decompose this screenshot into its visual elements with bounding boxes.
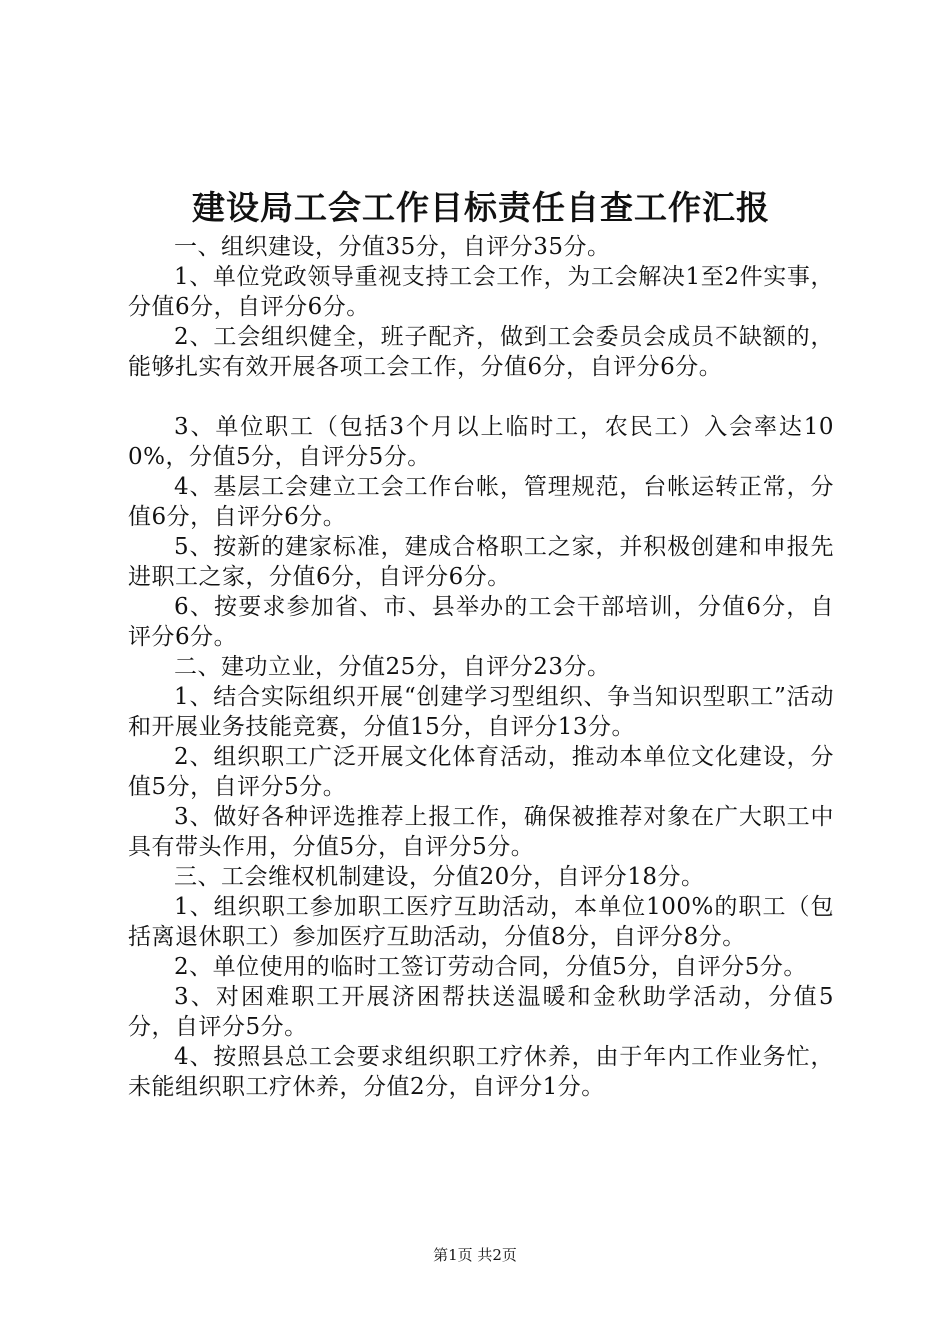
blank-line bbox=[128, 382, 834, 412]
document-title: 建设局工会工作目标责任自查工作汇报 bbox=[192, 188, 770, 227]
section-heading-3: 三、工会维权机制建设，分值20分，自评分18分。 bbox=[174, 864, 705, 890]
paragraph: 1、结合实际组织开展“创建学习型组织、争当知识型职工”活动和开展业务技能竞赛，分值15分，自评分13分。 bbox=[128, 684, 834, 740]
paragraph: 4、基层工会建立工会工作台帐，管理规范，台帐运转正常，分值6分，自评分6分。 bbox=[128, 474, 834, 530]
page-footer: 第1页 共2页 bbox=[433, 1246, 517, 1264]
paragraph: 3、做好各种评选推荐上报工作，确保被推荐对象在广大职工中具有带头作用，分值5分，自评分5分。 bbox=[128, 804, 834, 860]
section-heading-2: 二、建功立业，分值25分，自评分23分。 bbox=[174, 654, 611, 680]
paragraph: 4、按照县总工会要求组织职工疗休养，由于年内工作业务忙，未能组织职工疗休养，分值2分，自评分1分。 bbox=[128, 1044, 834, 1100]
paragraph: 1、组织职工参加职工医疗互助活动，本单位100%的职工（包括离退休职工）参加医疗互助活动，分值8分，自评分8分。 bbox=[128, 894, 834, 950]
section-heading-1: 一、组织建设，分值35分，自评分35分。 bbox=[174, 234, 611, 260]
paragraph: 1、单位党政领导重视支持工会工作，为工会解决1至2件实事，分值6分，自评分6分。 bbox=[128, 264, 834, 320]
paragraph: 2、工会组织健全，班子配齐，做到工会委员会成员不缺额的，能够扎实有效开展各项工会工作，分值6分，自评分6分。 bbox=[128, 324, 834, 380]
document-page bbox=[128, 186, 834, 1102]
paragraph: 3、对困难职工开展济困帮扶送温暖和金秋助学活动，分值5分，自评分5分。 bbox=[128, 984, 834, 1040]
paragraph: 3、单位职工（包括3个月以上临时工，农民工）入会率达100%，分值5分，自评分5分。 bbox=[128, 414, 834, 470]
paragraph: 5、按新的建家标准，建成合格职工之家，并积极创建和申报先进职工之家，分值6分，自评分6分。 bbox=[128, 534, 834, 590]
paragraph: 2、单位使用的临时工签订劳动合同，分值5分，自评分5分。 bbox=[174, 954, 807, 980]
paragraph: 2、组织职工广泛开展文化体育活动，推动本单位文化建设，分值5分，自评分5分。 bbox=[128, 744, 834, 800]
paragraph: 6、按要求参加省、市、县举办的工会干部培训，分值6分，自评分6分。 bbox=[128, 594, 834, 650]
